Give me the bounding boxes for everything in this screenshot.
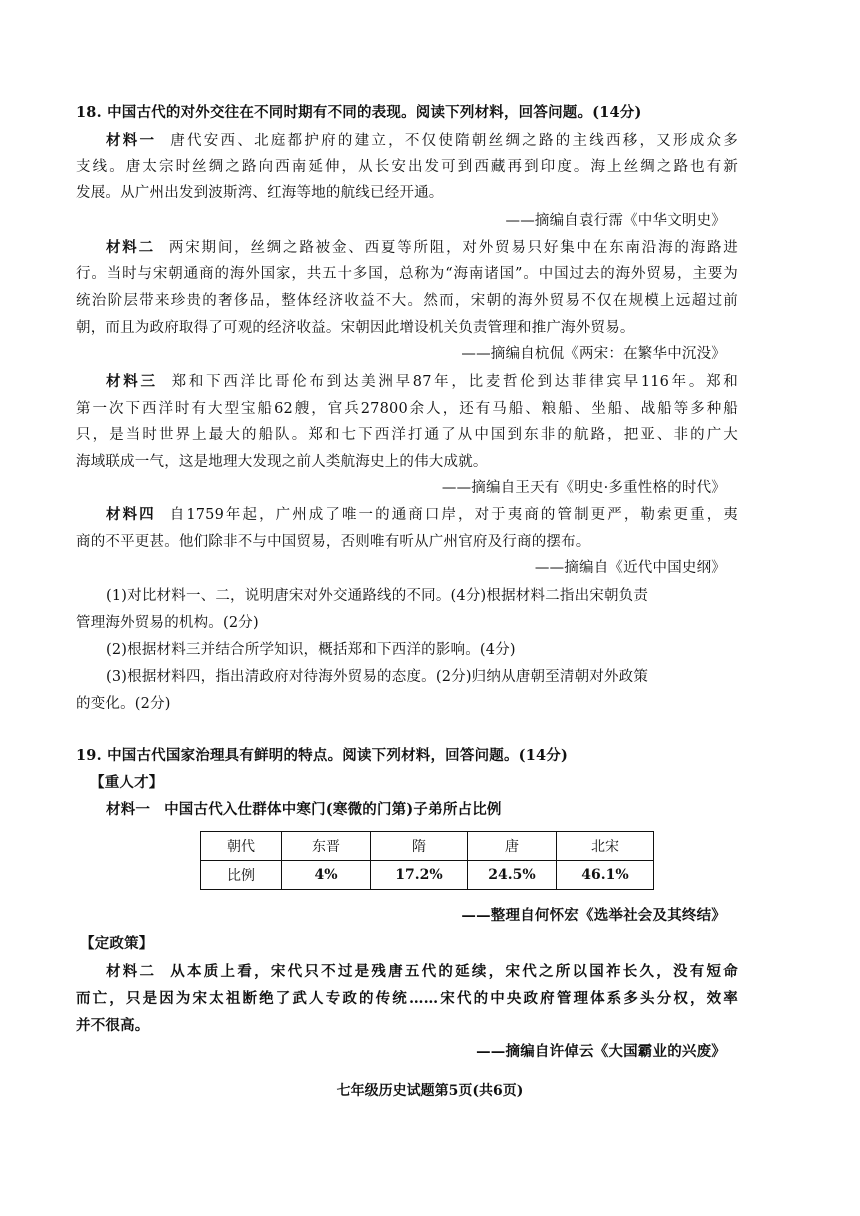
table-cell: 朝代 [201, 832, 282, 861]
material-label: 材料一 [106, 132, 157, 149]
table-cell: 唐 [468, 832, 557, 861]
q18-question-3b: 的变化。(2分) [76, 696, 171, 712]
q18-material-1-source: ——摘编自袁行霈《中华文明史》 [505, 213, 726, 229]
material-text: 从本质上看，宋代只不过是残唐五代的延续，宋代之所以国祚长久，没有短命 [170, 963, 738, 980]
q19-material-2-line-1 [106, 962, 738, 982]
material-label: 材料一 [106, 801, 151, 818]
q19-material-2-line-3: 并不很高。 [76, 1017, 150, 1034]
table-row [201, 861, 654, 890]
table-cell: 17.2% [371, 861, 468, 890]
q18-question-1b: 管理海外贸易的机构。(2分) [76, 615, 259, 631]
table-cell: 46.1% [557, 861, 654, 890]
material-text: 郑和下西洋比哥伦布到达美洲早87年，比麦哲伦到达菲律宾早116年。郑和 [171, 374, 738, 390]
table-cell: 比例 [201, 861, 282, 890]
material-label: 材料三 [106, 373, 158, 390]
q18-material-3-line-4: 海域联成一气，这是地理大发现之前人类航海史上的伟大成就。 [76, 454, 488, 470]
material-label: 材料四 [106, 506, 156, 523]
q18-material-2-line-1 [106, 238, 738, 258]
material-label: 材料二 [106, 963, 157, 980]
q18-material-1-line-2: 支线。唐太宗时丝绸之路向西南延伸，从长安出发可到西藏再到印度。海上丝绸之路也有新 [76, 159, 738, 175]
q19-material-1-caption [106, 800, 738, 820]
q18-material-3-line-1 [106, 372, 738, 392]
material-text: 中国古代入仕群体中寒门(寒微的门第)子弟所占比例 [164, 801, 502, 818]
table-cell: 隋 [371, 832, 468, 861]
q18-material-4-source: ——摘编自《近代中国史纲》 [534, 560, 726, 576]
q18-material-3-source: ——摘编自王天有《明史·多重性格的时代》 [441, 480, 726, 496]
commoner-ratio-table [200, 831, 654, 890]
q18-material-2-line-3: 统治阶层带来珍贵的奢侈品，整体经济收益不大。然而，宋朝的海外贸易不仅在规模上远超过前 [76, 293, 738, 309]
q19-section-policy: 【定政策】 [80, 935, 154, 952]
material-text: 两宋期间，丝绸之路被金、西夏等所阻，对外贸易只好集中在东南沿海的海路进 [168, 240, 738, 256]
table-cell: 东晋 [282, 832, 371, 861]
q18-material-2-line-4: 朝，而且为政府取得了可观的经济收益。宋朝因此增设机关负责管理和推广海外贸易。 [76, 320, 635, 336]
q19-material-2-line-2: 而亡，只是因为宋太祖断绝了武人专政的传统……宋代的中央政府管理体系多头分权，效率 [76, 990, 738, 1007]
table-cell: 北宋 [557, 832, 654, 861]
q18-material-4-line-2: 商的不平更甚。他们除非不与中国贸易，否则唯有听从广州官府及行商的摆布。 [76, 534, 591, 550]
q18-question-1a: (1)对比材料一、二，说明唐宋对外交通路线的不同。(4分)根据材料二指出宋朝负责 [106, 588, 649, 604]
q18-material-1-line-1 [106, 131, 738, 151]
q18-material-2-line-2: 行。当时与宋朝通商的海外国家，共五十多国，总称为“海南诸国”。中国过去的海外贸易，主要为 [76, 266, 738, 282]
q18-material-3-line-2: 第一次下西洋时有大型宝船62艘，官兵27800余人，还有马船、粮船、坐船、战船等多种船 [76, 401, 738, 417]
q19-material-1-source: ——整理自何怀宏《选举社会及其终结》 [461, 907, 726, 924]
q18-material-4-line-1 [106, 505, 738, 525]
material-text: 唐代安西、北庭都护府的建立，不仅使隋朝丝绸之路的主线西移，又形成众多 [170, 133, 738, 149]
q18-title: 18. 中国古代的对外交往在不同时期有不同的表现。阅读下列材料，回答问题。(14分) [76, 104, 642, 121]
q19-title: 19. 中国古代国家治理具有鲜明的特点。阅读下列材料，回答问题。(14分) [76, 747, 569, 764]
q18-question-2: (2)根据材料三并结合所学知识，概括郑和下西洋的影响。(4分) [106, 642, 516, 658]
material-label: 材料二 [106, 239, 155, 256]
q18-material-1-line-3: 发展。从广州出发到波斯湾、红海等地的航线已经开通。 [76, 185, 444, 201]
table-cell: 4% [282, 861, 371, 890]
q19-section-talent: 【重人才】 [90, 774, 164, 791]
table-cell: 24.5% [468, 861, 557, 890]
q18-material-2-source: ——摘编自杭侃《两宋：在繁华中沉没》 [461, 346, 726, 362]
q18-question-3a: (3)根据材料四，指出清政府对待海外贸易的态度。(2分)归纳从唐朝至清朝对外政策 [106, 669, 649, 685]
material-text: 自1759年起，广州成了唯一的通商口岸，对于夷商的管制更严，勒索更重，夷 [169, 507, 738, 523]
q18-material-3-line-3: 只，是当时世界上最大的船队。郑和七下西洋打通了从中国到东非的航路，把亚、非的广大 [76, 427, 738, 443]
page-footer: 七年级历史试题第5页(共6页) [336, 1083, 524, 1099]
q19-material-2-source: ——摘编自许倬云《大国霸业的兴废》 [476, 1043, 726, 1060]
table-header-row [201, 832, 654, 861]
